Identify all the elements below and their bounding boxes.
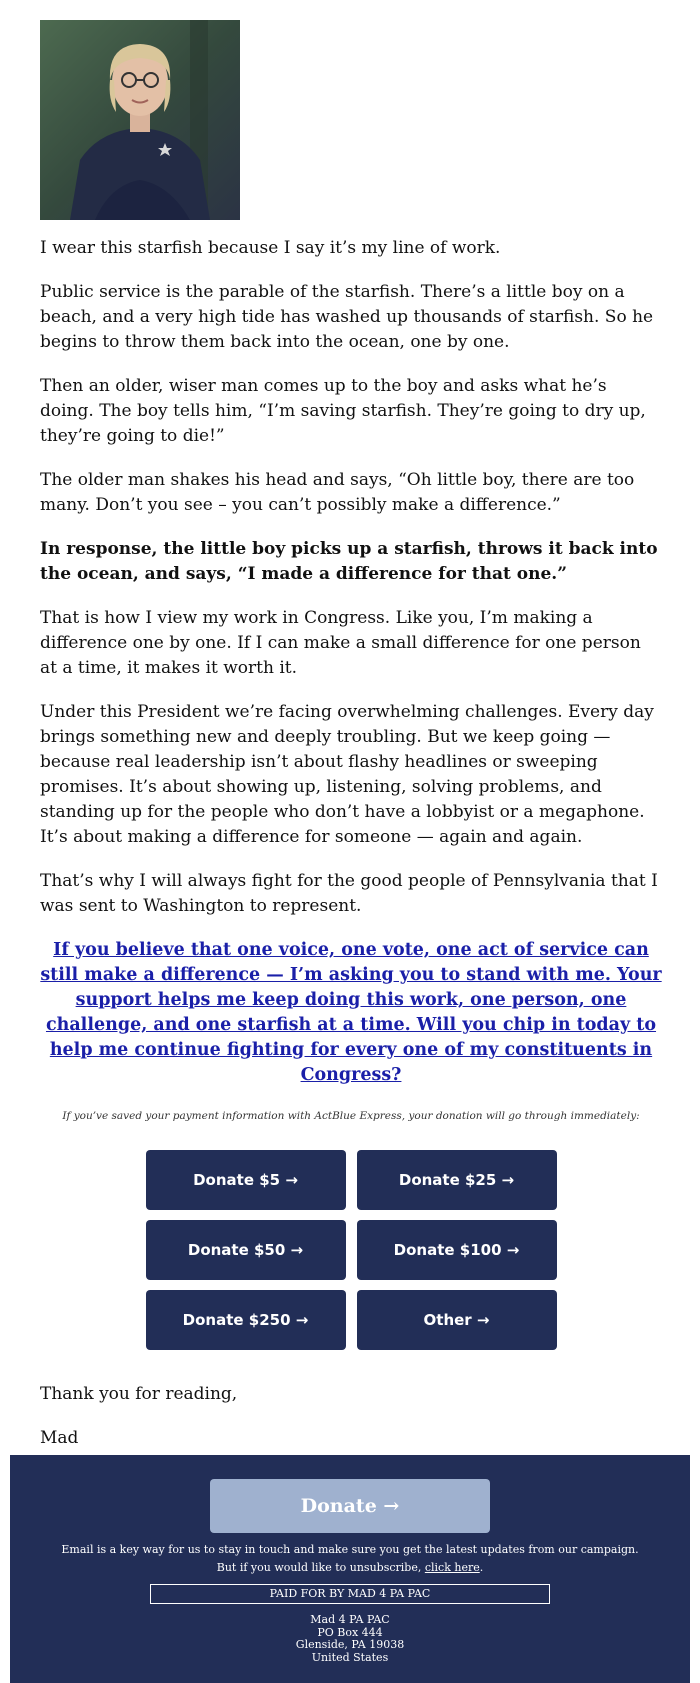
footer xyxy=(10,1455,690,1683)
donate-other-button[interactable]: Other → xyxy=(357,1290,557,1350)
closing-line: Thank you for reading, xyxy=(40,1384,238,1404)
mailing-address xyxy=(10,1614,690,1664)
donate-50-button[interactable]: Donate $50 → xyxy=(146,1220,346,1280)
donate-button-grid xyxy=(40,1150,662,1350)
paragraph: Public service is the parable of the starfish. There’s a little boy on a beach, and a very high tide has washed up thousands of starfish. So he begins to throw them back into the ocean, one by one. xyxy=(40,282,654,352)
footer-email-text xyxy=(50,1541,650,1577)
donate-100-button[interactable]: Donate $100 → xyxy=(357,1220,557,1280)
paragraph: I wear this starfish because I say it’s my line of work. xyxy=(40,238,501,258)
paragraph: That is how I view my work in Congress. Like you, I’m making a difference one by one. If I can make a small difference for one person at a time, it makes it worth it. xyxy=(40,608,641,678)
portrait-photo xyxy=(40,20,240,220)
footer-period: . xyxy=(479,1561,484,1574)
paragraph: Then an older, wiser man comes up to the boy and asks what he’s doing. The boy tells him, “I’m saving starfish. They’re going to dry up, they’re going to die!” xyxy=(40,376,646,446)
address-line: PO Box 444 xyxy=(317,1625,383,1639)
signature: Mad xyxy=(40,1428,79,1448)
footer-email-message: Email is a key way for us to stay in touch and make sure you get the latest updates from our campaign. But if you would like to unsubscribe, xyxy=(61,1543,639,1574)
paragraph: That’s why I will always fight for the good people of Pennsylvania that I was sent to Washington to represent. xyxy=(40,871,658,916)
paragraph-emphasis: In response, the little boy picks up a starfish, throws it back into the ocean, and says, “I made a difference for that one.” xyxy=(40,539,658,584)
portrait-photo-icon xyxy=(40,20,240,220)
address-line: United States xyxy=(311,1650,389,1664)
address-line: Glenside, PA 19038 xyxy=(295,1638,405,1651)
paid-for-disclaimer: PAID FOR BY MAD 4 PA PAC xyxy=(150,1584,550,1604)
actblue-express-note: If you’ve saved your payment information with ActBlue Express, your donation will go through immediately: xyxy=(62,1110,640,1122)
unsubscribe-link[interactable]: click here xyxy=(424,1561,480,1574)
paragraph: The older man shakes his head and says, “Oh little boy, there are too many. Don’t you see – you can’t possibly make a difference.” xyxy=(40,470,635,515)
address-line: Mad 4 PA PAC xyxy=(310,1613,390,1626)
message-content xyxy=(40,236,662,1470)
paragraph: Under this President we’re facing overwhelming challenges. Every day brings something new and deeply troubling. But we keep going — because real leadership isn’t about flashy headlines or sweeping promises. It’s about showing up, listening, solving problems, and standing up for the people who don’t have a lobbyist or a megaphone. It’s about making a difference for someone — again and again. xyxy=(40,702,654,847)
footer-donate-button[interactable]: Donate → xyxy=(210,1479,490,1533)
donation-appeal-link[interactable]: If you believe that one voice, one vote, one act of service can still make a difference — I’m asking you to stand with me. Your support helps me keep doing this work, one person, one challenge, and one starfish at a time. Will you chip in today to help me continue fighting for every one of my constituents in Congress? xyxy=(40,940,662,1085)
donate-250-button[interactable]: Donate $250 → xyxy=(146,1290,346,1350)
donate-5-button[interactable]: Donate $5 → xyxy=(146,1150,346,1210)
donate-25-button[interactable]: Donate $25 → xyxy=(357,1150,557,1210)
